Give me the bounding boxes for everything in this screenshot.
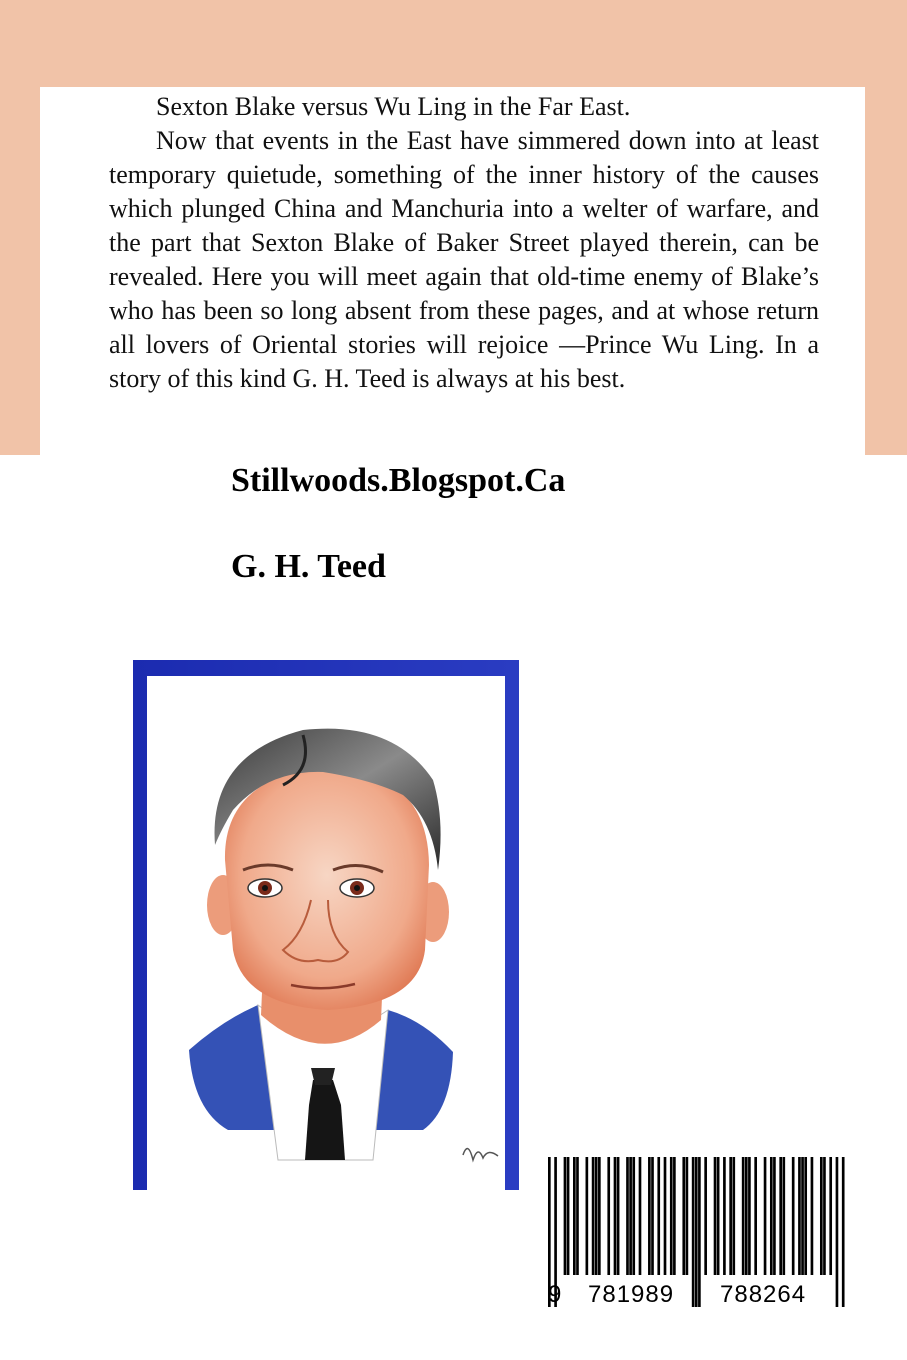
barcode-bar [723,1157,726,1275]
barcode-bar [742,1157,745,1275]
blurb-paragraph: Now that events in the East have simmered down into at least temporary quietude, something of the inner history of the causes which plunged China and Manchuria into a welter of warfare, and the part that Sexton Blake of Baker Street played therein, can be revealed. Here you will meet again that old-time enemy of Blake’s who has been so long absent from these pages, and at whose return all lovers of Oriental stories will rejoice —Prince Wu Ling. In a story of this kind G. H. Teed is always at his best. [109,126,819,393]
barcode-bar [576,1157,579,1275]
barcode-bar [673,1157,676,1275]
barcode-bar [607,1157,610,1275]
barcode-bar [732,1157,735,1275]
barcode-bar [567,1157,570,1275]
barcode-bar [842,1157,845,1307]
blurb-tagline: Sexton Blake versus Wu Ling in the Far East. [156,92,631,121]
isbn-barcode [548,1157,845,1312]
portrait-illustration [133,660,519,1190]
barcode-bar [782,1157,785,1275]
barcode-bar [779,1157,782,1275]
barcode-bar [626,1157,629,1275]
barcode-bar [573,1157,576,1275]
barcode-bar [657,1157,660,1275]
barcode-digits-right: 788264 [720,1281,807,1308]
barcode-bar [698,1157,701,1307]
barcode-bar [632,1157,635,1275]
barcode-bar [686,1157,689,1275]
author-portrait [133,660,519,1190]
barcode-bar [764,1157,767,1275]
barcode-bar [614,1157,617,1275]
barcode-bar [798,1157,801,1275]
barcode-bar [592,1157,595,1275]
barcode-bar [714,1157,717,1275]
barcode-bar [792,1157,795,1275]
barcode-bar [745,1157,748,1275]
barcode-bar [820,1157,823,1275]
barcode-bar [717,1157,720,1275]
barcode-bar [651,1157,654,1275]
barcode-bar [682,1157,685,1275]
barcode-digit-prefix: 9 [548,1281,562,1308]
barcode-bar [617,1157,620,1275]
barcode-bar [564,1157,567,1275]
barcode-bar [648,1157,651,1275]
author-name: G. H. Teed [231,548,386,585]
barcode-bar [692,1157,695,1307]
barcode-bar [704,1157,707,1275]
barcode-bar [748,1157,751,1275]
barcode-bar [804,1157,807,1275]
barcode-bar [770,1157,773,1275]
barcode-bar [639,1157,642,1275]
barcode-bar [670,1157,673,1275]
barcode-bar [829,1157,832,1275]
barcode-bar [823,1157,826,1275]
barcode-bar [801,1157,804,1275]
barcode-bar [811,1157,814,1275]
barcode-bar [836,1157,839,1307]
barcode-bar [754,1157,757,1275]
barcode-bar [629,1157,632,1275]
barcode-bar [598,1157,601,1275]
barcode-graphic [548,1157,845,1312]
barcode-bar [595,1157,598,1275]
barcode-digits-left: 781989 [588,1281,675,1308]
barcode-bar [586,1157,589,1275]
website-url: Stillwoods.Blogspot.Ca [231,462,566,499]
barcode-bar [729,1157,732,1275]
barcode-bar [664,1157,667,1275]
barcode-bar [695,1157,698,1307]
barcode-bar [773,1157,776,1275]
blurb-text [109,90,819,396]
